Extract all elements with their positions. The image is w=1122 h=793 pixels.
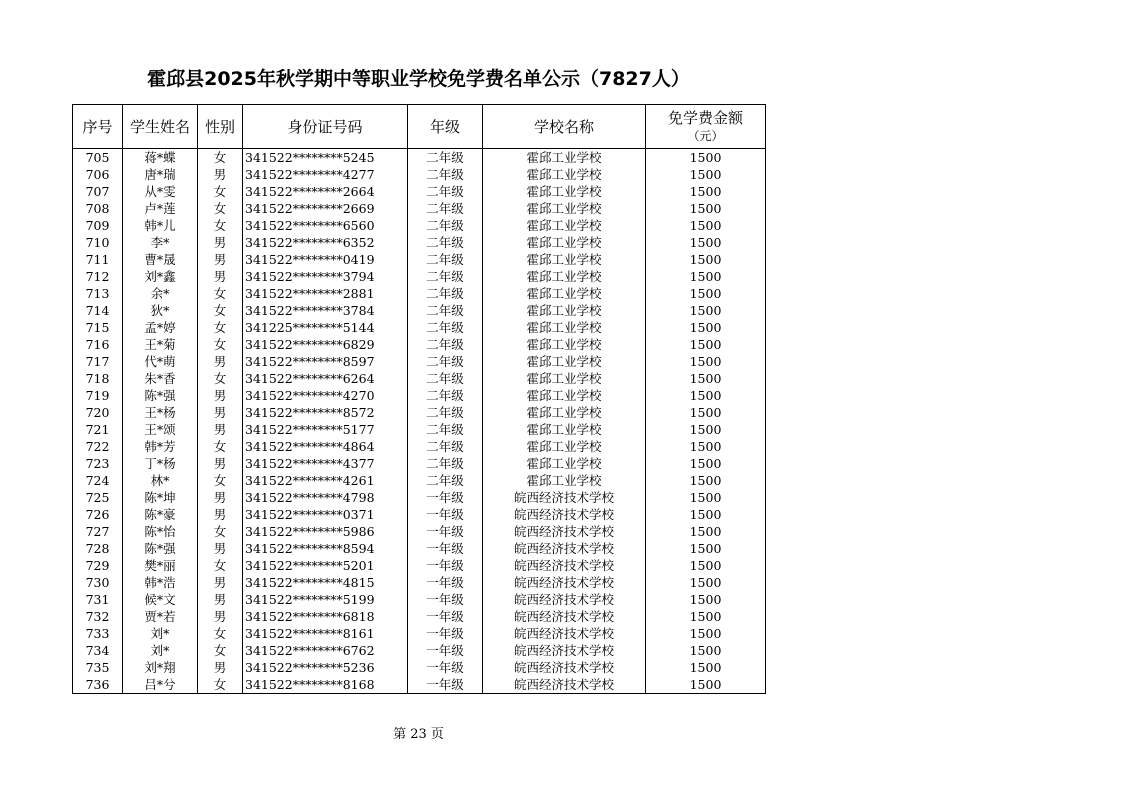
amount-cell: 1500 <box>646 251 766 268</box>
id-cell: 341522********2664 <box>243 183 408 200</box>
name-cell: 余* <box>123 285 198 302</box>
amount-cell: 1500 <box>646 642 766 659</box>
school-cell: 皖西经济技术学校 <box>483 659 646 676</box>
id-cell: 341522********3794 <box>243 268 408 285</box>
seq-cell: 720 <box>73 404 123 421</box>
grade-cell: 二年级 <box>408 472 483 489</box>
name-cell: 王*菊 <box>123 336 198 353</box>
gender-cell: 女 <box>198 642 243 659</box>
grade-cell: 二年级 <box>408 285 483 302</box>
seq-cell: 705 <box>73 149 123 167</box>
school-cell: 霍邱工业学校 <box>483 421 646 438</box>
seq-cell: 718 <box>73 370 123 387</box>
seq-cell: 719 <box>73 387 123 404</box>
id-cell: 341522********4815 <box>243 574 408 591</box>
name-cell: 唐*瑞 <box>123 166 198 183</box>
school-cell: 霍邱工业学校 <box>483 302 646 319</box>
school-cell: 皖西经济技术学校 <box>483 608 646 625</box>
id-cell: 341522********5199 <box>243 591 408 608</box>
table-body <box>73 149 766 694</box>
grade-cell: 二年级 <box>408 370 483 387</box>
name-cell: 王*杨 <box>123 404 198 421</box>
grade-cell: 二年级 <box>408 302 483 319</box>
table-row <box>73 642 766 659</box>
gender-cell: 女 <box>198 319 243 336</box>
id-cell: 341522********6264 <box>243 370 408 387</box>
table-row <box>73 183 766 200</box>
seq-cell: 727 <box>73 523 123 540</box>
gender-cell: 女 <box>198 183 243 200</box>
gender-cell: 男 <box>198 251 243 268</box>
amount-cell: 1500 <box>646 166 766 183</box>
table-row <box>73 387 766 404</box>
name-cell: 贾*若 <box>123 608 198 625</box>
school-cell: 皖西经济技术学校 <box>483 523 646 540</box>
table-row <box>73 302 766 319</box>
table-row <box>73 200 766 217</box>
grade-cell: 一年级 <box>408 540 483 557</box>
seq-cell: 710 <box>73 234 123 251</box>
school-cell: 皖西经济技术学校 <box>483 506 646 523</box>
gender-cell: 男 <box>198 659 243 676</box>
table-row <box>73 506 766 523</box>
seq-cell: 721 <box>73 421 123 438</box>
header-gender: 性别 <box>198 105 243 149</box>
school-cell: 皖西经济技术学校 <box>483 676 646 694</box>
school-cell: 皖西经济技术学校 <box>483 540 646 557</box>
gender-cell: 女 <box>198 472 243 489</box>
page-number: 第 23 页 <box>393 727 444 742</box>
school-cell: 霍邱工业学校 <box>483 455 646 472</box>
name-cell: 朱*香 <box>123 370 198 387</box>
amount-cell: 1500 <box>646 523 766 540</box>
name-cell: 狄* <box>123 302 198 319</box>
grade-cell: 一年级 <box>408 506 483 523</box>
table-row <box>73 625 766 642</box>
name-cell: 陈*豪 <box>123 506 198 523</box>
seq-cell: 722 <box>73 438 123 455</box>
grade-cell: 二年级 <box>408 319 483 336</box>
header-grade: 年级 <box>408 105 483 149</box>
id-cell: 341522********5986 <box>243 523 408 540</box>
school-cell: 皖西经济技术学校 <box>483 557 646 574</box>
seq-cell: 730 <box>73 574 123 591</box>
seq-cell: 708 <box>73 200 123 217</box>
id-cell: 341522********6560 <box>243 217 408 234</box>
table-row <box>73 319 766 336</box>
name-cell: 陈*坤 <box>123 489 198 506</box>
header-seq: 序号 <box>73 105 123 149</box>
amount-cell: 1500 <box>646 149 766 167</box>
id-cell: 341522********6352 <box>243 234 408 251</box>
id-cell: 341522********4377 <box>243 455 408 472</box>
gender-cell: 女 <box>198 217 243 234</box>
gender-cell: 男 <box>198 387 243 404</box>
school-cell: 霍邱工业学校 <box>483 251 646 268</box>
grade-cell: 一年级 <box>408 574 483 591</box>
student-table <box>72 104 766 694</box>
grade-cell: 二年级 <box>408 353 483 370</box>
grade-cell: 一年级 <box>408 591 483 608</box>
amount-cell: 1500 <box>646 506 766 523</box>
grade-cell: 一年级 <box>408 676 483 694</box>
page-title: 霍邱县2025年秋学期中等职业学校免学费名单公示（7827人） <box>147 68 690 90</box>
gender-cell: 女 <box>198 285 243 302</box>
name-cell: 陈*强 <box>123 540 198 557</box>
table-row <box>73 234 766 251</box>
id-cell: 341522********2669 <box>243 200 408 217</box>
name-cell: 曹*晟 <box>123 251 198 268</box>
seq-cell: 729 <box>73 557 123 574</box>
name-cell: 吕*兮 <box>123 676 198 694</box>
name-cell: 刘*鑫 <box>123 268 198 285</box>
amount-cell: 1500 <box>646 625 766 642</box>
grade-cell: 二年级 <box>408 268 483 285</box>
gender-cell: 女 <box>198 370 243 387</box>
id-cell: 341522********6818 <box>243 608 408 625</box>
grade-cell: 二年级 <box>408 251 483 268</box>
gender-cell: 男 <box>198 608 243 625</box>
gender-cell: 女 <box>198 676 243 694</box>
id-cell: 341522********3784 <box>243 302 408 319</box>
school-cell: 霍邱工业学校 <box>483 285 646 302</box>
gender-cell: 男 <box>198 540 243 557</box>
amount-cell: 1500 <box>646 557 766 574</box>
gender-cell: 男 <box>198 489 243 506</box>
name-cell: 王*颂 <box>123 421 198 438</box>
grade-cell: 一年级 <box>408 489 483 506</box>
grade-cell: 二年级 <box>408 421 483 438</box>
seq-cell: 725 <box>73 489 123 506</box>
gender-cell: 男 <box>198 234 243 251</box>
amount-cell: 1500 <box>646 659 766 676</box>
seq-cell: 734 <box>73 642 123 659</box>
amount-cell: 1500 <box>646 336 766 353</box>
table-row <box>73 166 766 183</box>
seq-cell: 711 <box>73 251 123 268</box>
school-cell: 霍邱工业学校 <box>483 353 646 370</box>
amount-cell: 1500 <box>646 285 766 302</box>
gender-cell: 女 <box>198 200 243 217</box>
amount-cell: 1500 <box>646 217 766 234</box>
seq-cell: 713 <box>73 285 123 302</box>
seq-cell: 731 <box>73 591 123 608</box>
school-cell: 霍邱工业学校 <box>483 183 646 200</box>
grade-cell: 二年级 <box>408 149 483 167</box>
id-cell: 341522********4864 <box>243 438 408 455</box>
school-cell: 霍邱工业学校 <box>483 268 646 285</box>
name-cell: 樊*丽 <box>123 557 198 574</box>
gender-cell: 男 <box>198 591 243 608</box>
id-cell: 341522********2881 <box>243 285 408 302</box>
header-amount <box>646 105 766 149</box>
id-cell: 341225********5144 <box>243 319 408 336</box>
header-amount-line1: 免学费金额 <box>667 108 743 127</box>
gender-cell: 男 <box>198 574 243 591</box>
id-cell: 341522********4277 <box>243 166 408 183</box>
seq-cell: 728 <box>73 540 123 557</box>
table-row <box>73 268 766 285</box>
school-cell: 霍邱工业学校 <box>483 149 646 167</box>
seq-cell: 707 <box>73 183 123 200</box>
amount-cell: 1500 <box>646 472 766 489</box>
name-cell: 韩*儿 <box>123 217 198 234</box>
name-cell: 李* <box>123 234 198 251</box>
school-cell: 皖西经济技术学校 <box>483 574 646 591</box>
grade-cell: 一年级 <box>408 625 483 642</box>
school-cell: 霍邱工业学校 <box>483 404 646 421</box>
grade-cell: 二年级 <box>408 455 483 472</box>
amount-cell: 1500 <box>646 302 766 319</box>
grade-cell: 二年级 <box>408 387 483 404</box>
seq-cell: 709 <box>73 217 123 234</box>
school-cell: 霍邱工业学校 <box>483 387 646 404</box>
name-cell: 代*萌 <box>123 353 198 370</box>
table-row <box>73 676 766 694</box>
id-cell: 341522********5245 <box>243 149 408 167</box>
id-cell: 341522********4798 <box>243 489 408 506</box>
grade-cell: 二年级 <box>408 404 483 421</box>
grade-cell: 二年级 <box>408 183 483 200</box>
table-row <box>73 557 766 574</box>
amount-cell: 1500 <box>646 234 766 251</box>
id-cell: 341522********8572 <box>243 404 408 421</box>
grade-cell: 一年级 <box>408 557 483 574</box>
id-cell: 341522********4270 <box>243 387 408 404</box>
table-row <box>73 455 766 472</box>
school-cell: 霍邱工业学校 <box>483 319 646 336</box>
amount-cell: 1500 <box>646 319 766 336</box>
seq-cell: 724 <box>73 472 123 489</box>
amount-cell: 1500 <box>646 404 766 421</box>
name-cell: 韩*芳 <box>123 438 198 455</box>
table-row <box>73 489 766 506</box>
table-row <box>73 540 766 557</box>
seq-cell: 714 <box>73 302 123 319</box>
amount-cell: 1500 <box>646 387 766 404</box>
name-cell: 蒋*蝶 <box>123 149 198 167</box>
table-row <box>73 574 766 591</box>
name-cell: 候*文 <box>123 591 198 608</box>
grade-cell: 二年级 <box>408 200 483 217</box>
id-cell: 341522********8594 <box>243 540 408 557</box>
table-row <box>73 251 766 268</box>
table-row <box>73 523 766 540</box>
table-row <box>73 421 766 438</box>
id-cell: 341522********6829 <box>243 336 408 353</box>
name-cell: 卢*莲 <box>123 200 198 217</box>
table-row <box>73 336 766 353</box>
school-cell: 霍邱工业学校 <box>483 200 646 217</box>
amount-cell: 1500 <box>646 574 766 591</box>
school-cell: 皖西经济技术学校 <box>483 642 646 659</box>
gender-cell: 女 <box>198 336 243 353</box>
school-cell: 霍邱工业学校 <box>483 166 646 183</box>
id-cell: 341522********8161 <box>243 625 408 642</box>
school-cell: 霍邱工业学校 <box>483 217 646 234</box>
grade-cell: 一年级 <box>408 659 483 676</box>
seq-cell: 716 <box>73 336 123 353</box>
gender-cell: 男 <box>198 421 243 438</box>
school-cell: 皖西经济技术学校 <box>483 591 646 608</box>
name-cell: 刘* <box>123 642 198 659</box>
school-cell: 霍邱工业学校 <box>483 370 646 387</box>
seq-cell: 726 <box>73 506 123 523</box>
gender-cell: 女 <box>198 302 243 319</box>
gender-cell: 女 <box>198 625 243 642</box>
gender-cell: 男 <box>198 268 243 285</box>
amount-cell: 1500 <box>646 608 766 625</box>
table-row <box>73 608 766 625</box>
name-cell: 韩*浩 <box>123 574 198 591</box>
gender-cell: 男 <box>198 404 243 421</box>
school-cell: 皖西经济技术学校 <box>483 489 646 506</box>
table-row <box>73 149 766 167</box>
school-cell: 霍邱工业学校 <box>483 234 646 251</box>
header-amount-unit: （元） <box>687 128 724 143</box>
header-id: 身份证号码 <box>243 105 408 149</box>
seq-cell: 717 <box>73 353 123 370</box>
school-cell: 霍邱工业学校 <box>483 336 646 353</box>
table-row <box>73 659 766 676</box>
gender-cell: 女 <box>198 149 243 167</box>
table-row <box>73 353 766 370</box>
gender-cell: 女 <box>198 523 243 540</box>
name-cell: 陈*强 <box>123 387 198 404</box>
grade-cell: 一年级 <box>408 608 483 625</box>
grade-cell: 一年级 <box>408 642 483 659</box>
id-cell: 341522********5201 <box>243 557 408 574</box>
table-header-row <box>73 105 766 149</box>
amount-cell: 1500 <box>646 438 766 455</box>
amount-cell: 1500 <box>646 676 766 694</box>
amount-cell: 1500 <box>646 489 766 506</box>
amount-cell: 1500 <box>646 421 766 438</box>
name-cell: 从*雯 <box>123 183 198 200</box>
seq-cell: 706 <box>73 166 123 183</box>
id-cell: 341522********6762 <box>243 642 408 659</box>
amount-cell: 1500 <box>646 353 766 370</box>
gender-cell: 男 <box>198 166 243 183</box>
table-row <box>73 217 766 234</box>
amount-cell: 1500 <box>646 183 766 200</box>
gender-cell: 男 <box>198 455 243 472</box>
seq-cell: 712 <box>73 268 123 285</box>
name-cell: 孟*婷 <box>123 319 198 336</box>
header-school: 学校名称 <box>483 105 646 149</box>
amount-cell: 1500 <box>646 370 766 387</box>
name-cell: 刘* <box>123 625 198 642</box>
amount-cell: 1500 <box>646 455 766 472</box>
id-cell: 341522********0419 <box>243 251 408 268</box>
seq-cell: 723 <box>73 455 123 472</box>
seq-cell: 735 <box>73 659 123 676</box>
gender-cell: 女 <box>198 557 243 574</box>
id-cell: 341522********4261 <box>243 472 408 489</box>
table-row <box>73 370 766 387</box>
seq-cell: 736 <box>73 676 123 694</box>
table-row <box>73 438 766 455</box>
school-cell: 霍邱工业学校 <box>483 472 646 489</box>
amount-cell: 1500 <box>646 200 766 217</box>
seq-cell: 733 <box>73 625 123 642</box>
id-cell: 341522********5177 <box>243 421 408 438</box>
gender-cell: 女 <box>198 438 243 455</box>
grade-cell: 一年级 <box>408 523 483 540</box>
grade-cell: 二年级 <box>408 336 483 353</box>
name-cell: 丁*杨 <box>123 455 198 472</box>
grade-cell: 二年级 <box>408 234 483 251</box>
table-row <box>73 591 766 608</box>
name-cell: 林* <box>123 472 198 489</box>
id-cell: 341522********8168 <box>243 676 408 694</box>
grade-cell: 二年级 <box>408 166 483 183</box>
name-cell: 刘*翔 <box>123 659 198 676</box>
id-cell: 341522********0371 <box>243 506 408 523</box>
gender-cell: 男 <box>198 506 243 523</box>
grade-cell: 二年级 <box>408 217 483 234</box>
grade-cell: 二年级 <box>408 438 483 455</box>
id-cell: 341522********5236 <box>243 659 408 676</box>
table-row <box>73 285 766 302</box>
gender-cell: 男 <box>198 353 243 370</box>
name-cell: 陈*怡 <box>123 523 198 540</box>
id-cell: 341522********8597 <box>243 353 408 370</box>
header-name: 学生姓名 <box>123 105 198 149</box>
amount-cell: 1500 <box>646 540 766 557</box>
table-row <box>73 404 766 421</box>
school-cell: 霍邱工业学校 <box>483 438 646 455</box>
amount-cell: 1500 <box>646 268 766 285</box>
amount-cell: 1500 <box>646 591 766 608</box>
seq-cell: 715 <box>73 319 123 336</box>
seq-cell: 732 <box>73 608 123 625</box>
school-cell: 皖西经济技术学校 <box>483 625 646 642</box>
table-row <box>73 472 766 489</box>
